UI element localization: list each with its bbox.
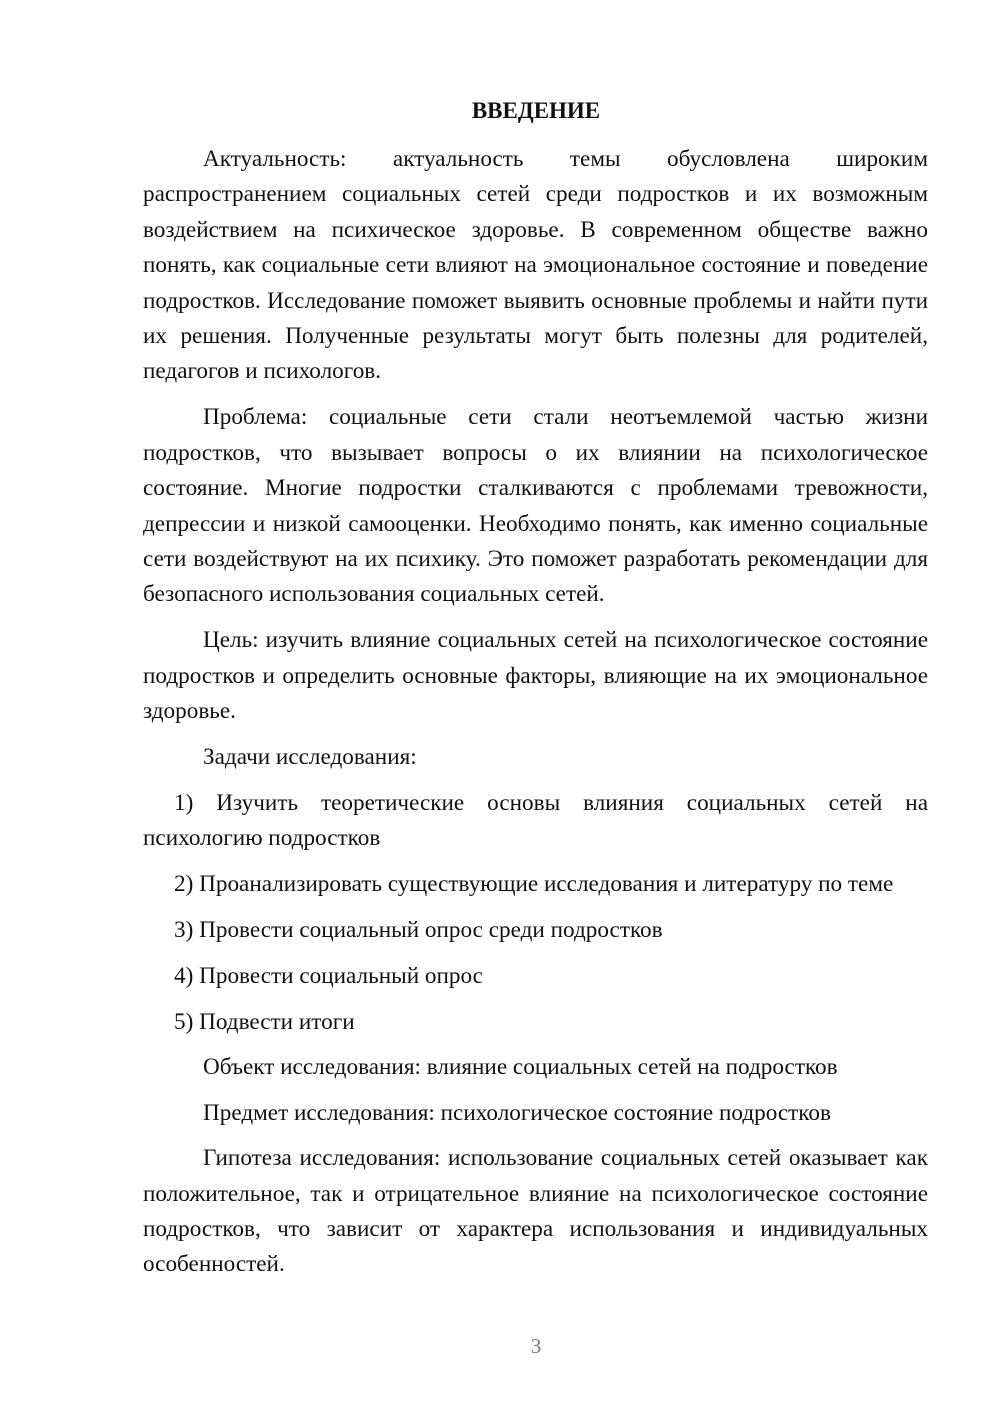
task-item: 5) Подвести итоги xyxy=(174,1008,355,1035)
document-body xyxy=(143,142,928,1293)
section-title: ВВЕДЕНИЕ xyxy=(471,98,601,123)
task-item: 2) Проанализировать существующие исследования и литературу по теме xyxy=(174,871,894,898)
goal-paragraph: Цель: изучить влияние социальных сетей на психологическое состояние подростков и определить основные факторы, влияющие на их эмоциональное здоровье. xyxy=(143,627,928,725)
task-item: 1) Изучить теоретические основы влияния социальных сетей на психологию подростков xyxy=(143,789,928,852)
research-hypothesis: Гипотеза исследования: использование социальных сетей оказывает как положительное, так и отрицательное влияние на психологическое состояние подростков, что зависит от характера использования и индивидуальных особенностей. xyxy=(143,1145,928,1278)
task-item: 4) Провести социальный опрос xyxy=(174,963,483,990)
page-number: 3 xyxy=(530,1334,542,1358)
relevance-paragraph: Актуальность: актуальность темы обусловлена широким распространением социальных сетей среди подростков и их возможным воздействием на психическое здоровье. В современном обществе важно понять, как социальные сети влияют на эмоциональное состояние и поведение подростков. Исследование поможет выявить основные проблемы и найти пути их решения. Полученные результаты могут быть полезны для родителей, педагогов и психологов. xyxy=(143,146,928,385)
task-item: 3) Провести социальный опрос среди подростков xyxy=(174,917,663,944)
research-subject: Предмет исследования: психологическое состояние подростков xyxy=(203,1099,831,1126)
problem-paragraph: Проблема: социальные сети стали неотъемлемой частью жизни подростков, что вызывает вопросы о их влиянии на психологическое состояние. Многие подростки сталкиваются с проблемами тревожности, депрессии и низкой самооценки. Необходимо понять, как именно социальные сети воздействуют на их психику. Это поможет разработать рекомендации для безопасного использования социальных сетей. xyxy=(143,404,928,608)
research-object: Объект исследования: влияние социальных сетей на подростков xyxy=(203,1054,838,1081)
tasks-heading: Задачи исследования: xyxy=(203,744,417,770)
